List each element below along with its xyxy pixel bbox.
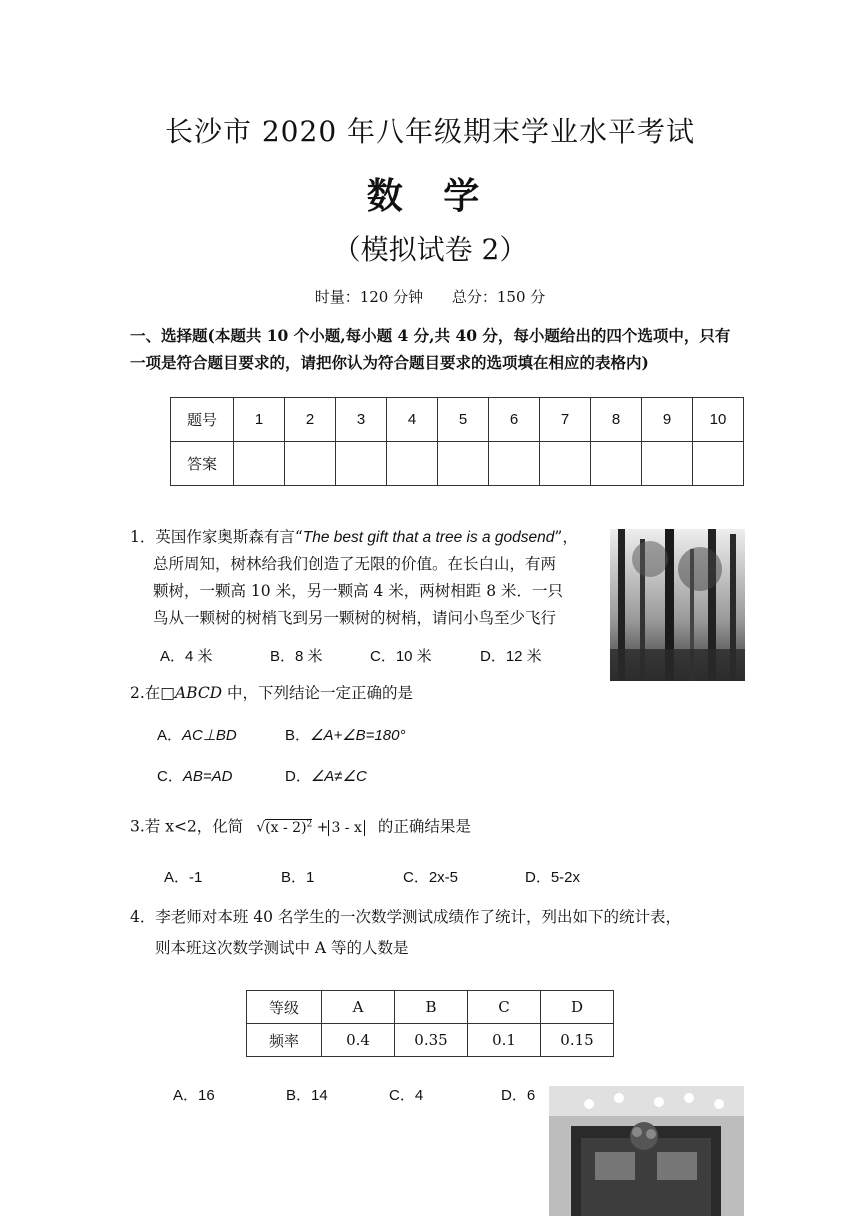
answer-cell[interactable] bbox=[540, 442, 591, 486]
option-d[interactable] bbox=[285, 765, 367, 786]
table-cell: 0.15 bbox=[541, 1024, 614, 1057]
question-1 bbox=[130, 524, 600, 632]
q2-text: 中，下列结论一定正确的是 bbox=[222, 684, 414, 702]
row-label: 答案 bbox=[171, 442, 234, 486]
option-c-expr: AB=AD bbox=[182, 768, 233, 785]
table-header: C bbox=[468, 991, 541, 1024]
q2-options-row1 bbox=[157, 724, 405, 745]
table-cell: 0.4 bbox=[322, 1024, 395, 1057]
q3-absolute: 3 - x bbox=[328, 820, 364, 836]
option-a[interactable]: A．4 米 bbox=[160, 648, 213, 665]
question-number: 2 bbox=[285, 398, 336, 442]
q1-prefix: 1．英国作家奥斯森有言“ bbox=[130, 528, 303, 546]
option-b[interactable]: B．1 bbox=[281, 869, 315, 886]
table-header: D bbox=[541, 991, 614, 1024]
option-d[interactable]: D．12 米 bbox=[480, 648, 542, 665]
option-b[interactable] bbox=[285, 724, 405, 745]
q3-radicand: (x - 2) bbox=[265, 819, 307, 836]
sqrt-sign: √ bbox=[256, 819, 266, 836]
option-c-label: C． bbox=[157, 768, 183, 785]
q2-options-row2 bbox=[157, 765, 367, 786]
answer-cell[interactable] bbox=[336, 442, 387, 486]
frequency-table bbox=[246, 990, 614, 1057]
answer-cell[interactable] bbox=[642, 442, 693, 486]
option-a-expr: AC⊥BD bbox=[182, 727, 237, 744]
table-cell: 频率 bbox=[247, 1024, 322, 1057]
table-cell: 0.1 bbox=[468, 1024, 541, 1057]
question-number: 10 bbox=[693, 398, 744, 442]
total-score: 总分：150 分 bbox=[451, 288, 546, 306]
option-a[interactable]: A．16 bbox=[173, 1087, 215, 1104]
answer-cell[interactable] bbox=[285, 442, 336, 486]
plus-sign: + bbox=[316, 819, 329, 836]
option-d-label: D． bbox=[285, 768, 311, 785]
answer-cell[interactable] bbox=[387, 442, 438, 486]
door-photo bbox=[549, 1086, 744, 1216]
q3-prefix: 3.若 x<2，化简 bbox=[130, 817, 244, 836]
question-2 bbox=[130, 680, 413, 707]
q4-line2: 则本班这次数学测试中 A 等的人数是 bbox=[155, 939, 409, 957]
q3-formula bbox=[256, 811, 365, 842]
question-number: 7 bbox=[540, 398, 591, 442]
q1-quote: The best gift that a tree is a godsend bbox=[302, 529, 555, 546]
answer-cell[interactable] bbox=[693, 442, 744, 486]
q3-radical bbox=[265, 819, 312, 836]
option-b-expr: ∠A+∠B=180° bbox=[310, 727, 406, 744]
exam-subtitle: （模拟试卷 2） bbox=[332, 233, 528, 266]
question-number: 9 bbox=[642, 398, 693, 442]
q2-prefix: 2.在 bbox=[130, 684, 161, 702]
question-number: 4 bbox=[387, 398, 438, 442]
q1-line4: 鸟从一颗树的树梢飞到另一颗树的树梢，请问小鸟至少飞行 bbox=[153, 609, 557, 627]
q1-line3: 颗树，一颗高 10 米，另一颗高 4 米，两树相距 8 米．一只 bbox=[153, 582, 564, 600]
table-row bbox=[247, 1024, 614, 1057]
table-cell: 0.35 bbox=[395, 1024, 468, 1057]
table-row bbox=[171, 398, 744, 442]
table-header: 等级 bbox=[247, 991, 322, 1024]
option-d[interactable]: D．6 bbox=[501, 1087, 536, 1104]
question-number: 5 bbox=[438, 398, 489, 442]
option-d-expr: ∠A≠∠C bbox=[310, 768, 367, 785]
option-c[interactable] bbox=[157, 765, 285, 786]
option-c[interactable]: C．2x-5 bbox=[403, 869, 459, 886]
table-header: B bbox=[395, 991, 468, 1024]
answer-cell[interactable] bbox=[438, 442, 489, 486]
q1-line2: 总所周知，树林给我们创造了无限的价值。在长白山，有两 bbox=[153, 555, 557, 573]
q4-line1: 4．李老师对本班 40 名学生的一次数学测试成绩作了统计，列出如下的统计表， bbox=[130, 908, 681, 926]
section-intro: 一、选择题(本题共 10 个小题,每小题 4 分,共 40 分，每小题给出的四个选项中，只有一项是符合题目要求的，请把你认为符合题目要求的选项填在相应的表格内) bbox=[130, 326, 731, 372]
q4-options bbox=[173, 1084, 535, 1105]
answer-cell[interactable] bbox=[591, 442, 642, 486]
option-c[interactable]: C．4 bbox=[389, 1087, 424, 1104]
question-number: 1 bbox=[234, 398, 285, 442]
q2-parallelogram: □ABCD bbox=[160, 684, 223, 702]
question-3 bbox=[130, 811, 471, 842]
q3-suffix: 的正确结果是 bbox=[377, 817, 471, 836]
option-b-label: B． bbox=[285, 727, 311, 744]
q1-line1 bbox=[130, 524, 600, 551]
option-b[interactable]: B．8 米 bbox=[270, 648, 323, 665]
answer-cell[interactable] bbox=[489, 442, 540, 486]
row-label: 题号 bbox=[171, 398, 234, 442]
answer-cell[interactable] bbox=[234, 442, 285, 486]
option-c[interactable]: C．10 米 bbox=[370, 648, 432, 665]
exam-meta bbox=[0, 286, 860, 307]
answer-table bbox=[170, 397, 744, 486]
option-a[interactable] bbox=[157, 724, 285, 745]
forest-photo bbox=[610, 529, 745, 681]
question-number: 6 bbox=[489, 398, 540, 442]
option-a[interactable]: A．-1 bbox=[164, 869, 203, 886]
option-b[interactable]: B．14 bbox=[286, 1087, 328, 1104]
question-number: 3 bbox=[336, 398, 387, 442]
q1-options bbox=[160, 645, 542, 666]
table-header: A bbox=[322, 991, 395, 1024]
q1-line1-end: ”， bbox=[554, 528, 578, 546]
q3-options bbox=[164, 866, 580, 887]
table-row bbox=[171, 442, 744, 486]
table-row bbox=[247, 991, 614, 1024]
q3-exponent: 2 bbox=[306, 819, 313, 829]
question-number: 8 bbox=[591, 398, 642, 442]
exam-title: 长沙市 2020 年八年级期末学业水平考试 bbox=[164, 115, 696, 148]
subject-title: 数 学 bbox=[366, 175, 494, 217]
option-a-label: A． bbox=[157, 727, 183, 744]
option-d[interactable]: D．5-2x bbox=[525, 869, 581, 886]
time-limit: 时量：120 分钟 bbox=[314, 288, 424, 306]
